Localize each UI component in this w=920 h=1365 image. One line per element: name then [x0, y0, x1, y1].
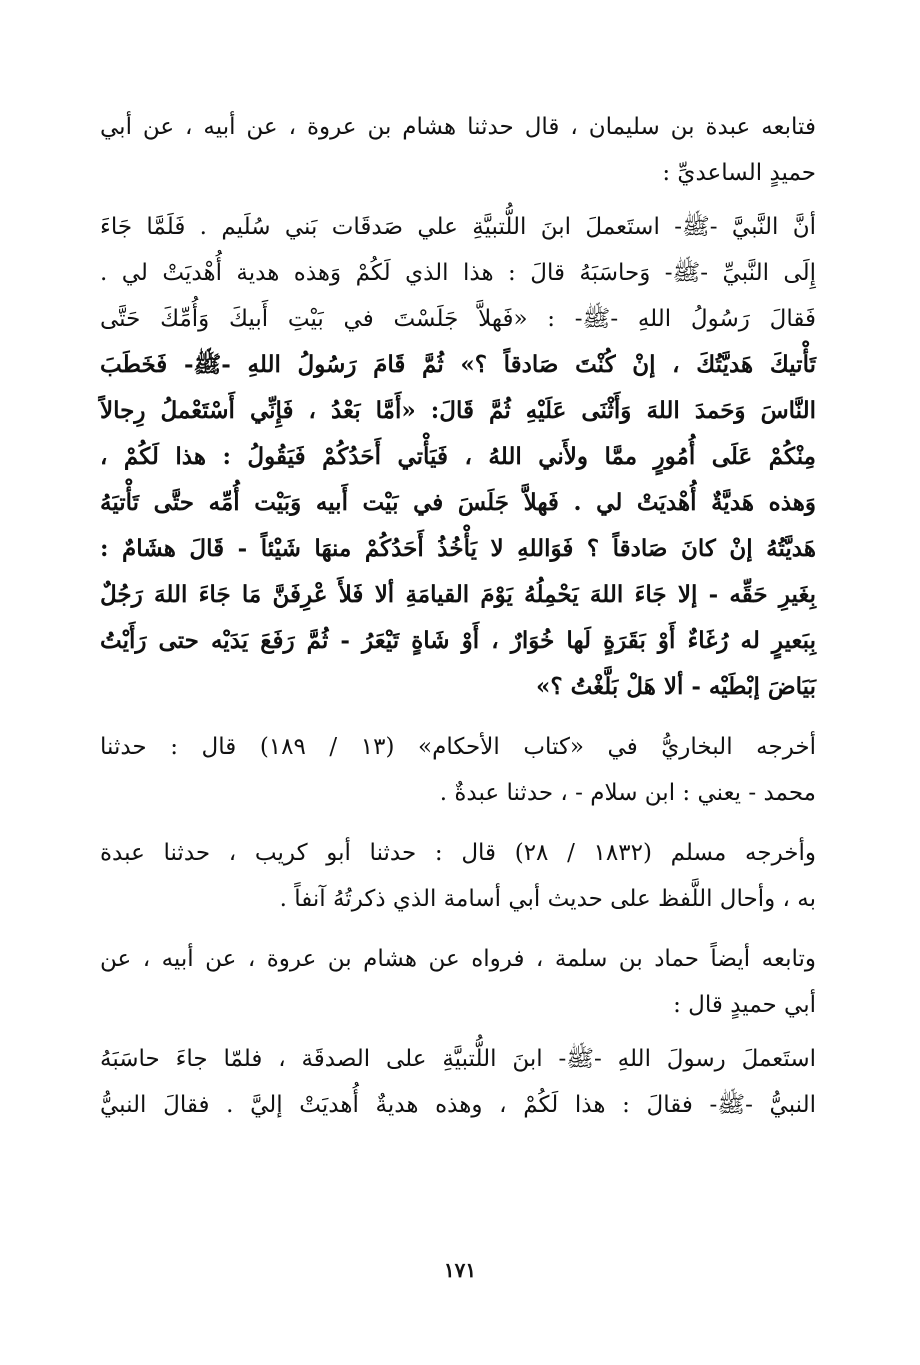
text-line: النَّاسَ وَحَمدَ اللهَ وَأَثْنَى عَلَيْهِ ثُمَّ قَالَ: «أَمَّا بَعْدُ ، فَإِنِّي أَسْتَعْملُ رِجالاً [100, 397, 816, 424]
text-line: محمد - يعني : ابن سلام - ، حدثنا عبدةٌ . [439, 780, 816, 806]
paragraph-gap [100, 816, 816, 830]
text-line: وتابعه أيضاً حماد بن سلمة ، فرواه عن هشام بن عروة ، عن أبيه ، عن [100, 946, 816, 972]
text-line: إِلَى النَّبيِّ -ﷺ- وَحاسَبَهُ قالَ : هذا الذي لَكُمْ وَهذه هدية أُهْديَتْ لي . [100, 260, 816, 286]
paragraph-gap [100, 922, 816, 936]
text-line: تَأْتيكَ هَديَّتُكَ ، إنْ كُنْتَ صَادقاً ؟» ثُمَّ قَامَ رَسُولُ اللهِ -ﷺ- فَخَطَبَ [100, 351, 816, 378]
hadith-second-paragraph [100, 1036, 816, 1128]
text-line: أخرجه البخاريُّ في «كتاب الأحكام» (١٣ / ١٨٩) قال : حدثنا [100, 734, 817, 760]
text-line: وأخرجه مسلم (١٨٣٢ / ٢٨) قال : حدثنا أبو كريب ، حدثنا عبدة [100, 840, 817, 866]
text-line: بِبَعيرٍ له رُغَاءٌ أَوْ بَقَرَةٍ لَها خُوَارٌ ، أَوْ شَاةٍ تَيْعَرُ - ثُمَّ رَفَعَ يَدَيْه حتى رَأَيْتُ [100, 627, 816, 654]
citation-bukhari [100, 724, 816, 816]
paragraph-gap [100, 1028, 816, 1036]
hadith-paragraph [100, 204, 816, 710]
text-line: فَقالَ رَسُولُ اللهِ -ﷺ- : «فَهلاَّ جَلَسْتَ في بَيْتِ أَبيكَ وَأُمِّكَ حَتَّى [100, 306, 816, 332]
page-body [100, 104, 816, 1304]
text-line: هَديَّتُهُ إنْ كانَ صَادقاً ؟ فَوَاللهِ لا يَأْخُذُ أَحَدُكُمْ منهَا شَيْئاً - قَالَ هشَامٌ : [100, 535, 816, 562]
text-line: به ، وأحال اللَّفظ على حديث أبي أسامة الذي ذكرتُهُ آنفاً . [279, 886, 816, 912]
paragraph-gap [100, 196, 816, 204]
text-line: استَعملَ رسولَ اللهِ -ﷺ- ابنَ اللُّتبيَّةِ على الصدقَة ، فلمّا جاءَ حاسَبَهُ [100, 1046, 816, 1072]
text-line: أبي حميدٍ قال : [673, 992, 816, 1018]
paragraph-hammad [100, 936, 816, 1028]
text-line: وَهذه هَديَّةٌ أُهْديَتْ لي . فَهلاَّ جَلَسَ في بَيْت أَبيه وَبَيْت أُمِّه حتَّى تَأْتيَهُ [100, 489, 816, 516]
citation-muslim [100, 830, 816, 922]
text-line: بِغَيرِ حَقِّه - إلا جَاءَ اللهَ يَحْمِلُهُ يَوْمَ القيامَةِ ألا فَلأَ عْرِفَنَّ مَا جَاءَ اللهَ رَجُلٌ [100, 581, 816, 608]
paragraph-intro [100, 104, 816, 196]
text-line: حميدٍ الساعديِّ : [662, 160, 816, 186]
text-line: النبيُّ -ﷺ- فقالَ : هذا لَكُمْ ، وهذه هديةٌ أُهديَتْ إليَّ . فقالَ النبيُّ [100, 1092, 816, 1118]
text-line: أنَّ النَّبيَّ -ﷺ- استَعملَ ابنَ اللُّتبيَّةِ علي صَدقَات بَني سُلَيم . فَلَمَّا جَاءَ [100, 214, 816, 240]
text-line: مِنْكُمْ عَلَى أُمُورٍ ممَّا ولأَني اللهُ ، فَيَأْتي أَحَدُكُمْ فَيَقُولُ : هذا لَكُمْ ، [100, 443, 816, 470]
paragraph-gap [100, 710, 816, 724]
text-line: بَيَاضَ إبْطَيْه - ألا هَلْ بَلَّغْتُ ؟» [535, 673, 816, 700]
page-number: ١٧١ [443, 1258, 477, 1282]
text-line: فتابعه عبدة بن سليمان ، قال حدثنا هشام بن عروة ، عن أبيه ، عن أبي [100, 114, 816, 140]
